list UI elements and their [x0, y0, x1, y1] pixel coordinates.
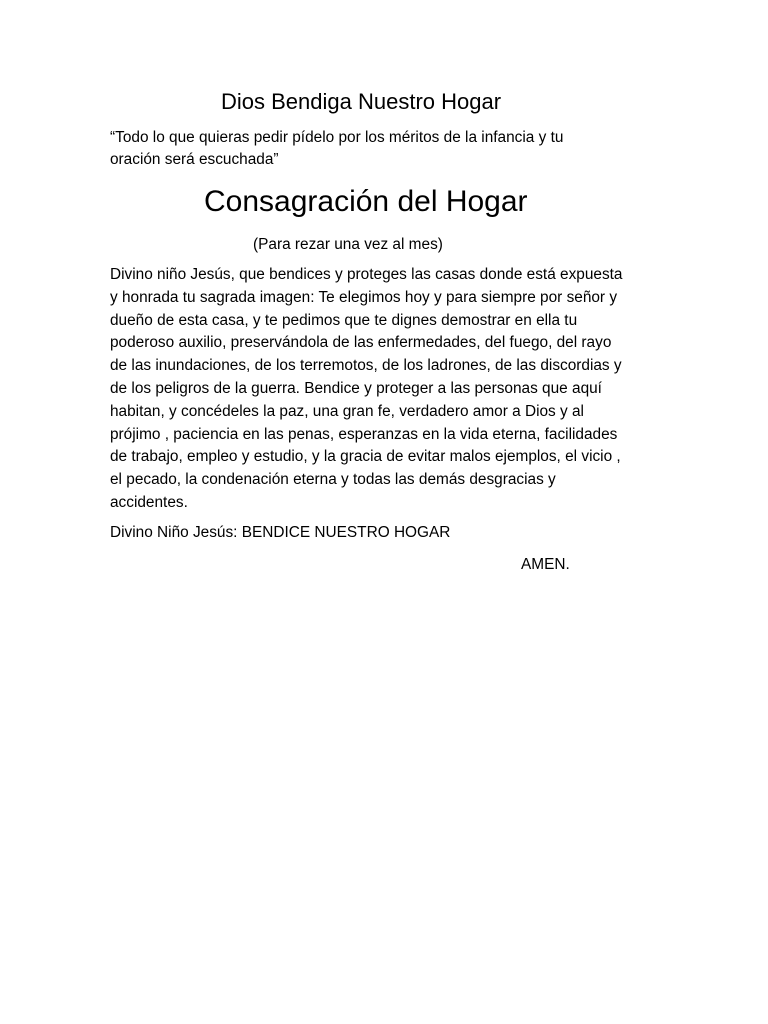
consecration-subtitle: (Para rezar una vez al mes) [253, 236, 443, 253]
quote-line: oración será escuchada” [110, 151, 279, 168]
consecration-title: Consagración del Hogar [204, 185, 528, 218]
prayer-line: de trabajo, empleo y estudio, y la gracia de evitar malos ejemplos, el vicio , [110, 448, 621, 466]
prayer-line: de las inundaciones, de los terremotos, de los ladrones, de las discordias y [110, 357, 622, 375]
prayer-text [110, 264, 670, 515]
prayer-line: Divino niño Jesús, que bendices y proteges las casas donde está expuesta [110, 266, 623, 283]
prayer-line: poderoso auxilio, preservándola de las enfermedades, del fuego, del rayo [110, 334, 612, 352]
prayer-line: accidentes. [110, 493, 188, 511]
blessing-line: Divino Niño Jesús: BENDICE NUESTRO HOGAR [110, 524, 451, 541]
quote-line: “Todo lo que quieras pedir pídelo por los méritos de la infancia y tu [110, 129, 564, 146]
prayer-line: de los peligros de la guerra. Bendice y proteger a las personas que aquí [110, 379, 602, 397]
prayer-line: prójimo , paciencia en las penas, esperanzas en la vida eterna, facilidades [110, 425, 618, 443]
prayer-line: habitan, y concédeles la paz, una gran fe, verdadero amor a Dios y al [110, 402, 584, 420]
prayer-line: el pecado, la condenación eterna y todas las demás desgracias y [110, 471, 556, 489]
document-heading: Dios Bendiga Nuestro Hogar [221, 89, 502, 114]
opening-quote [110, 127, 670, 171]
prayer-line: y honrada tu sagrada imagen: Te elegimos hoy y para siempre por señor y [110, 288, 618, 306]
closing-amen: AMEN. [521, 556, 570, 573]
prayer-line: dueño de esta casa, y te pedimos que te dignes demostrar en ella tu [110, 311, 578, 329]
